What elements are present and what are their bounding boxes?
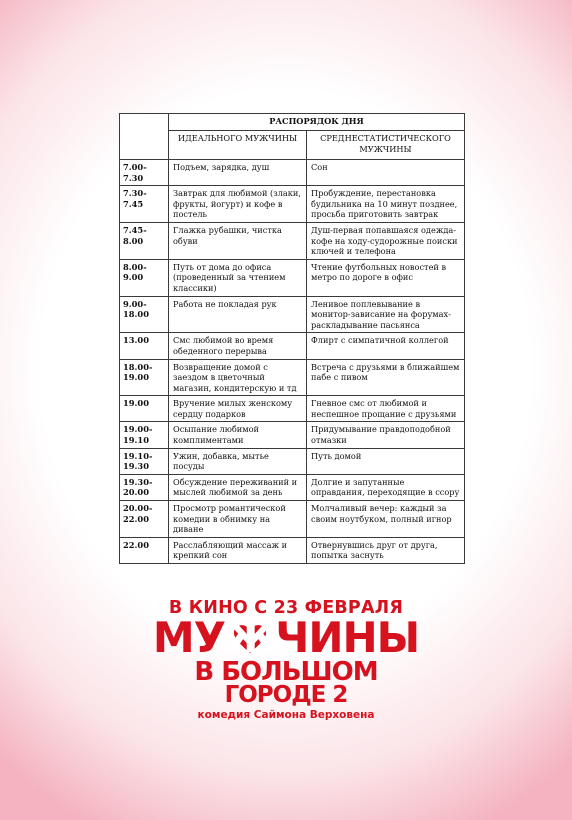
column-header-ideal: ИДЕАЛЬНОГО МУЖЧИНЫ	[169, 131, 307, 160]
time-cell: 19.00	[120, 396, 169, 422]
movie-title-logo	[0, 613, 572, 708]
release-date-text: В КИНО С 23 ФЕВРАЛЯ	[168, 598, 404, 618]
movie-subtitle: комедия Саймона Верховена	[197, 709, 375, 721]
ideal-cell: Вручение милых женскому сердцу подарков	[169, 396, 307, 422]
table-row	[120, 160, 465, 186]
table-row	[120, 333, 465, 359]
table-row	[120, 186, 465, 223]
average-cell: Долгие и запутанные оправдания, переходящие в ссору	[307, 474, 465, 500]
average-cell: Душ-первая попавшаяся одежда-кофе на ходу-судорожные поиски ключей и телефона	[307, 222, 465, 259]
time-cell: 7.00-7.30	[120, 160, 169, 186]
movie-title-part1: МУ	[152, 613, 225, 662]
column-header-average: СРЕДНЕСТАТИСТИЧЕСКОГО МУЖЧИНЫ	[307, 131, 465, 160]
table-row	[120, 259, 465, 296]
ideal-cell: Просмотр романтической комедии в обнимку на диване	[169, 501, 307, 538]
table-row	[120, 474, 465, 500]
ideal-cell: Подъем, зарядка, душ	[169, 160, 307, 186]
table-row	[120, 222, 465, 259]
table-title: РАСПОРЯДОК ДНЯ	[169, 114, 465, 131]
time-cell: 22.00	[120, 537, 169, 563]
time-cell: 8.00-9.00	[120, 259, 169, 296]
time-cell: 19.10-19.30	[120, 448, 169, 474]
average-cell: Встреча с друзьями в ближайшем пабе с пивом	[307, 359, 465, 396]
movie-title-line2: В БОЛЬШОМ	[194, 657, 378, 687]
table-title-row	[120, 114, 465, 131]
ideal-cell: Путь от дома до офиса (проведенный за чтением классики)	[169, 259, 307, 296]
ideal-cell: Обсуждение переживаний и мыслей любимой за день	[169, 474, 307, 500]
ideal-cell: Осыпание любимой комплиментами	[169, 422, 307, 448]
time-cell: 20.00-22.00	[120, 501, 169, 538]
empty-header-cell	[120, 114, 169, 160]
ideal-cell: Завтрак для любимой (злаки, фрукты, йогурт) и кофе в постель	[169, 186, 307, 223]
ideal-cell: Возвращение домой с заездом в цветочный магазин, кондитерскую и тд	[169, 359, 307, 396]
average-cell: Придумывание правдоподобной отмазки	[307, 422, 465, 448]
column-header-row	[120, 131, 465, 160]
movie-title-part2: ЧИНЫ	[275, 613, 420, 662]
ideal-cell: Расслабляющий массаж и крепкий сон	[169, 537, 307, 563]
average-cell: Пробуждение, перестановка будильника на 10 минут позднее, просьба приготовить завтрак	[307, 186, 465, 223]
average-cell: Флирт с симпатичной коллегой	[307, 333, 465, 359]
average-cell: Отвернувшись друг от друга, попытка заснуть	[307, 537, 465, 563]
heart-letter-glyph: Ж	[225, 613, 276, 662]
average-cell: Ленивое поплевывание в монитор-зависание на форумах-раскладывание пасьянса	[307, 296, 465, 333]
ideal-cell: Ужин, добавка, мытье посуды	[169, 448, 307, 474]
schedule-table	[119, 113, 465, 564]
time-cell: 7.45-8.00	[120, 222, 169, 259]
table-row	[120, 396, 465, 422]
table-row	[120, 296, 465, 333]
average-cell: Чтение футбольных новостей в метро по дороге в офис	[307, 259, 465, 296]
time-cell: 13.00	[120, 333, 169, 359]
movie-title-line1	[0, 613, 572, 662]
time-cell: 18.00-19.00	[120, 359, 169, 396]
heart-letter	[225, 613, 276, 662]
table-row	[120, 359, 465, 396]
movie-title-line3: ГОРОДЕ 2	[224, 682, 348, 708]
average-cell: Молчаливый вечер: каждый за своим ноутбуком, полный игнор	[307, 501, 465, 538]
table-row	[120, 501, 465, 538]
ideal-cell: Смс любимой во время обеденного перерыва	[169, 333, 307, 359]
average-cell: Гневное смс от любимой и неспешное прощание с друзьями	[307, 396, 465, 422]
time-cell: 19.30-20.00	[120, 474, 169, 500]
table-row	[120, 448, 465, 474]
time-cell: 7.30-7.45	[120, 186, 169, 223]
ideal-cell: Глажка рубашки, чистка обуви	[169, 222, 307, 259]
average-cell: Путь домой	[307, 448, 465, 474]
table-row	[120, 537, 465, 563]
time-cell: 9.00-18.00	[120, 296, 169, 333]
table-row	[120, 422, 465, 448]
table-body	[120, 160, 465, 564]
ideal-cell: Работа не покладая рук	[169, 296, 307, 333]
average-cell: Сон	[307, 160, 465, 186]
time-cell: 19.00-19.10	[120, 422, 169, 448]
